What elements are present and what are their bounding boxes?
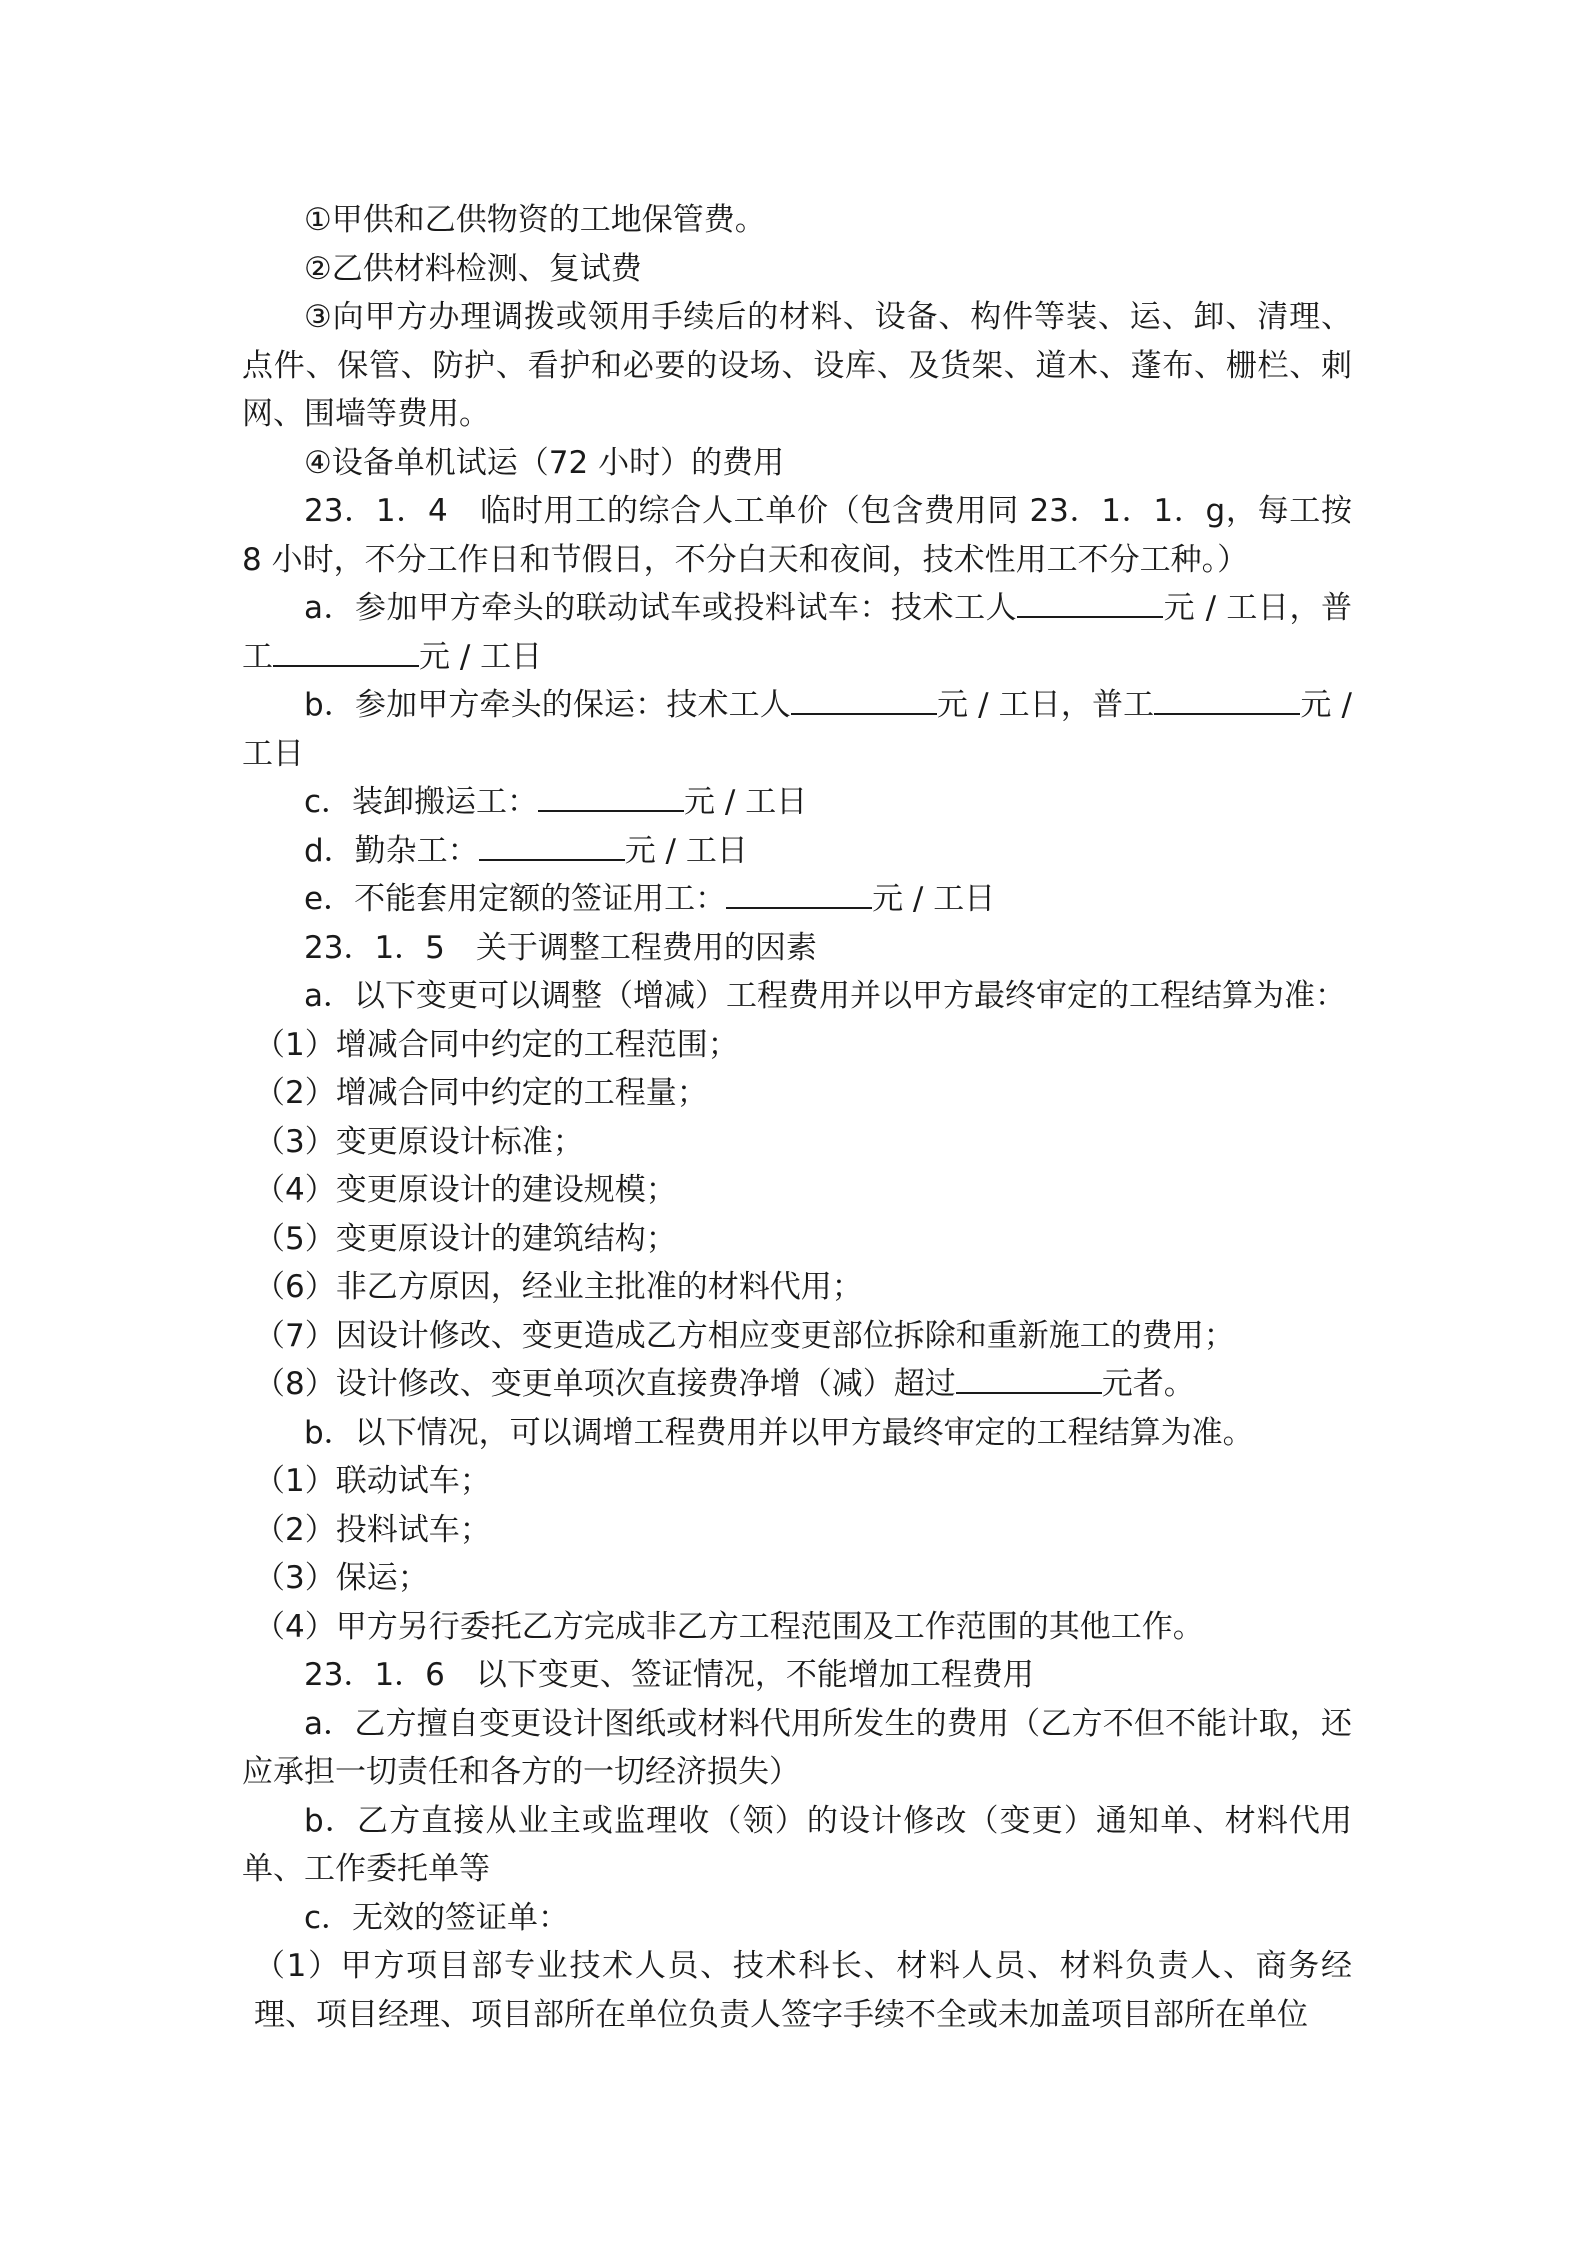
item-c-text-1: c．装卸搬运工：: [304, 784, 539, 820]
paragraph-trial-run-fee: ④设备单机试运（72 小时）的费用: [304, 444, 785, 481]
blank-field-laborer-rate[interactable]: [273, 635, 419, 667]
list-item: （6）非乙方原因，经业主批准的材料代用；: [254, 1269, 863, 1305]
section-heading-23-1-6: 23．1．6 以下变更、签证情况，不能增加工程费用: [304, 1657, 1034, 1693]
list-item: （1）增减合同中约定的工程范围；: [254, 1026, 739, 1063]
item-c-loading-labor: [242, 778, 1352, 827]
item-e-visa-labor: [242, 875, 1352, 924]
item-d-text-2: 元 / 工日: [624, 832, 748, 869]
item-b-maintenance-labor: [242, 681, 1352, 778]
list-item-text-2: 元者。: [1101, 1366, 1195, 1402]
section-heading-23-1-4: 23．1．4 临时用工的综合人工单价（包含费用同 23．1．1．g，每工按 8 小时，不分工作日和节假日，不分白天和夜间，技术性用工不分工种。）: [242, 493, 1352, 578]
blank-field-technician-rate[interactable]: [791, 683, 937, 715]
list-item: （5）变更原设计的建筑结构；: [254, 1220, 677, 1257]
item-a-text-2: 元 / 工日，普工: [242, 590, 1353, 675]
item-b-direct-notices: b．乙方直接从业主或监理收（领）的设计修改（变更）通知单、材料代用单、工作委托单等: [242, 1802, 1352, 1887]
list-item: （3）变更原设计标准；: [254, 1123, 584, 1160]
list-item: （1）联动试车；: [254, 1463, 491, 1499]
item-a-text-3: 元 / 工日: [419, 638, 543, 675]
list-item: （2）投料试车；: [254, 1511, 491, 1548]
item-a-text-1: a．参加甲方牵头的联动试车或投料试车：技术工人: [304, 590, 1018, 626]
item-a-unauthorized-changes: a．乙方擅自变更设计图纸或材料代用所发生的费用（乙方不但不能计取，还应承担一切责任和各方的一切经济损失）: [242, 1705, 1352, 1790]
blank-field-technician-rate[interactable]: [1017, 586, 1163, 618]
blank-field-threshold-amount[interactable]: [956, 1362, 1102, 1394]
list-item: （3）保运；: [254, 1560, 429, 1596]
list-item: （7）因设计修改、变更造成乙方相应变更部位拆除和重新施工的费用；: [254, 1317, 1235, 1354]
item-b-text-1: b．参加甲方牵头的保运：技术工人: [304, 687, 791, 723]
paragraph-site-storage-fee: ①甲供和乙供物资的工地保管费。: [304, 202, 766, 238]
blank-field-odd-job-rate[interactable]: [479, 829, 625, 861]
list-item: （4）变更原设计的建设规模；: [254, 1172, 677, 1208]
document-body: [242, 196, 1352, 2039]
list-item: [242, 1360, 1352, 1409]
list-item: （1）甲方项目部专业技术人员、技术科长、材料人员、材料负责人、商务经理、项目经理、项目部所在单位负责人签字手续不全或未加盖项目部所在单位: [254, 1948, 1352, 2033]
blank-field-loading-rate[interactable]: [538, 780, 684, 812]
list-item-text-1: （8）设计修改、变更单项次直接费净增（减）超过: [254, 1366, 956, 1402]
item-b-text-2: 元 / 工日，普工: [936, 687, 1155, 723]
item-e-text-1: e．不能套用定额的签证用工：: [304, 881, 727, 917]
section-heading-23-1-5: 23．1．5 关于调整工程费用的因素: [304, 929, 817, 966]
list-item: （2）增减合同中约定的工程量；: [254, 1075, 708, 1111]
blank-field-laborer-rate[interactable]: [1154, 683, 1300, 715]
item-a-adjustable-changes: a．以下变更可以调整（增减）工程费用并以甲方最终审定的工程结算为准：: [304, 978, 1346, 1014]
item-a-joint-trial-labor: [242, 584, 1352, 681]
item-d-odd-job-labor: [242, 827, 1352, 876]
item-b-increasable-cases: b．以下情况，可以调增工程费用并以甲方最终审定的工程结算为准。: [304, 1414, 1254, 1451]
item-b-text-3: 元 / 工日: [242, 687, 1352, 772]
item-d-text-1: d．勤杂工：: [304, 832, 479, 869]
item-c-invalid-visa: c．无效的签证单：: [304, 1899, 570, 1936]
paragraph-handling-fees: ③向甲方办理调拨或领用手续后的材料、设备、构件等装、运、卸、清理、点件、保管、防护、看护和必要的设场、设库、及货架、道木、蓬布、栅栏、刺网、围墙等费用。: [242, 299, 1352, 432]
item-e-text-2: 元 / 工日: [872, 881, 996, 917]
list-item: （4）甲方另行委托乙方完成非乙方工程范围及工作范围的其他工作。: [254, 1608, 1204, 1645]
paragraph-material-testing-fee: ②乙供材料检测、复试费: [304, 250, 642, 287]
item-c-text-2: 元 / 工日: [684, 784, 808, 820]
blank-field-visa-rate[interactable]: [726, 877, 872, 909]
